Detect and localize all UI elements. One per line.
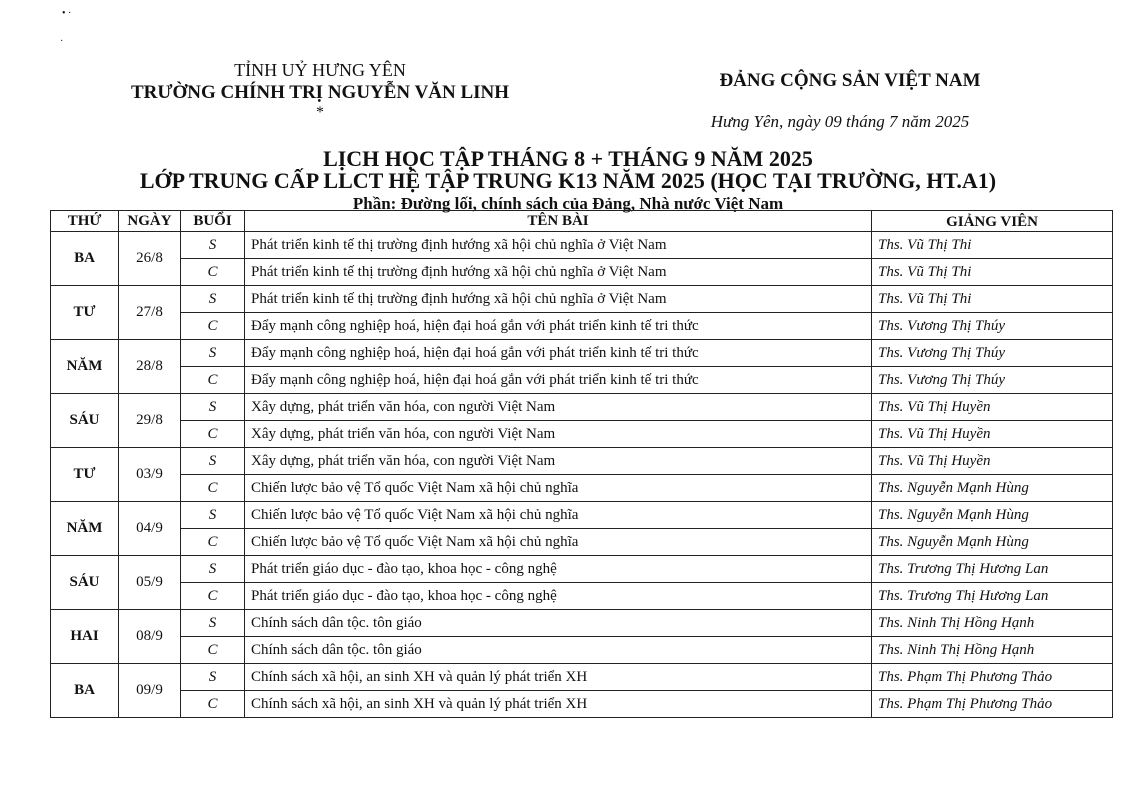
- cell-buoi: C: [181, 421, 245, 448]
- table-row: [51, 286, 1113, 313]
- cell-buoi: C: [181, 583, 245, 610]
- cell-ngay: 04/9: [119, 502, 181, 556]
- document-section: Phần: Đường lối, chính sách của Đảng, Nhà nước Việt Nam: [352, 194, 784, 213]
- scan-speck: ·: [60, 36, 64, 47]
- cell-thu: TƯ: [51, 448, 119, 502]
- cell-giang-vien: Ths. Vương Thị Thúy: [872, 340, 1113, 367]
- cell-ten-bai: Chiến lược bảo vệ Tổ quốc Việt Nam xã hội chủ nghĩa: [245, 529, 872, 556]
- issuer-province: TỈNH UỶ HƯNG YÊN: [234, 60, 406, 80]
- cell-thu: NĂM: [51, 502, 119, 556]
- cell-buoi: C: [181, 637, 245, 664]
- cell-giang-vien: Ths. Vũ Thị Huyền: [872, 394, 1113, 421]
- cell-thu: SÁU: [51, 556, 119, 610]
- cell-giang-vien: Ths. Nguyễn Mạnh Hùng: [872, 475, 1113, 502]
- cell-ten-bai: Xây dựng, phát triển văn hóa, con người Việt Nam: [245, 448, 872, 475]
- table-row: [51, 394, 1113, 421]
- header-ten-bai: TÊN BÀI: [245, 211, 872, 232]
- cell-ten-bai: Đẩy mạnh công nghiệp hoá, hiện đại hoá gắn với phát triển kinh tế tri thức: [245, 367, 872, 394]
- cell-giang-vien: Ths. Nguyễn Mạnh Hùng: [872, 529, 1113, 556]
- table-row: [51, 691, 1113, 718]
- table-row: [51, 502, 1113, 529]
- schedule-table: [50, 210, 1113, 718]
- cell-buoi: C: [181, 529, 245, 556]
- cell-buoi: S: [181, 448, 245, 475]
- table-row: [51, 556, 1113, 583]
- cell-ngay: 03/9: [119, 448, 181, 502]
- cell-ngay: 05/9: [119, 556, 181, 610]
- cell-buoi: S: [181, 286, 245, 313]
- cell-giang-vien: Ths. Phạm Thị Phương Thảo: [872, 691, 1113, 718]
- cell-thu: HAI: [51, 610, 119, 664]
- cell-giang-vien: Ths. Vương Thị Thúy: [872, 367, 1113, 394]
- table-row: [51, 421, 1113, 448]
- cell-ten-bai: Chính sách dân tộc. tôn giáo: [245, 610, 872, 637]
- cell-giang-vien: Ths. Vũ Thị Thi: [872, 286, 1113, 313]
- cell-thu: BA: [51, 232, 119, 286]
- issuer-school: TRƯỜNG CHÍNH TRỊ NGUYỄN VĂN LINH: [130, 82, 510, 103]
- cell-buoi: S: [181, 610, 245, 637]
- table-row: [51, 448, 1113, 475]
- cell-buoi: C: [181, 259, 245, 286]
- cell-ten-bai: Phát triển giáo dục - đào tạo, khoa học - công nghệ: [245, 556, 872, 583]
- cell-giang-vien: Ths. Vũ Thị Thi: [872, 259, 1113, 286]
- table-row: [51, 259, 1113, 286]
- cell-ten-bai: Chiến lược bảo vệ Tổ quốc Việt Nam xã hội chủ nghĩa: [245, 475, 872, 502]
- header-ngay: NGÀY: [119, 211, 181, 232]
- document-subtitle: LỚP TRUNG CẤP LLCT HỆ TẬP TRUNG K13 NĂM 2025 (HỌC TẠI TRƯỜNG, HT.A1): [139, 168, 997, 193]
- cell-thu: BA: [51, 664, 119, 718]
- scan-speck: • ·: [62, 8, 72, 19]
- header-buoi: BUỔI: [181, 211, 245, 232]
- cell-giang-vien: Ths. Trương Thị Hương Lan: [872, 583, 1113, 610]
- issuer-star: *: [316, 104, 324, 121]
- cell-buoi: C: [181, 691, 245, 718]
- cell-thu: NĂM: [51, 340, 119, 394]
- cell-ngay: 27/8: [119, 286, 181, 340]
- cell-buoi: C: [181, 475, 245, 502]
- table-row: [51, 232, 1113, 259]
- cell-buoi: S: [181, 502, 245, 529]
- cell-ten-bai: Phát triển kinh tế thị trường định hướng xã hội chủ nghĩa ở Việt Nam: [245, 232, 872, 259]
- table-row: [51, 367, 1113, 394]
- cell-buoi: S: [181, 340, 245, 367]
- table-row: [51, 664, 1113, 691]
- cell-ngay: 26/8: [119, 232, 181, 286]
- cell-buoi: S: [181, 556, 245, 583]
- cell-ngay: 29/8: [119, 394, 181, 448]
- cell-ten-bai: Phát triển kinh tế thị trường định hướng xã hội chủ nghĩa ở Việt Nam: [245, 286, 872, 313]
- cell-thu: SÁU: [51, 394, 119, 448]
- header-thu: THỨ: [51, 211, 119, 232]
- cell-thu: TƯ: [51, 286, 119, 340]
- cell-ten-bai: Xây dựng, phát triển văn hóa, con người Việt Nam: [245, 421, 872, 448]
- table-row: [51, 529, 1113, 556]
- cell-ten-bai: Phát triển kinh tế thị trường định hướng xã hội chủ nghĩa ở Việt Nam: [245, 259, 872, 286]
- cell-ten-bai: Xây dựng, phát triển văn hóa, con người Việt Nam: [245, 394, 872, 421]
- cell-buoi: S: [181, 394, 245, 421]
- cell-ten-bai: Chính sách dân tộc. tôn giáo: [245, 637, 872, 664]
- cell-giang-vien: Ths. Ninh Thị Hồng Hạnh: [872, 610, 1113, 637]
- document-date: Hưng Yên, ngày 09 tháng 7 năm 2025: [710, 112, 970, 131]
- table-row: [51, 610, 1113, 637]
- cell-giang-vien: Ths. Ninh Thị Hồng Hạnh: [872, 637, 1113, 664]
- table-body: [51, 232, 1113, 718]
- table-header-row: [51, 211, 1113, 232]
- cell-ngay: 28/8: [119, 340, 181, 394]
- table-row: [51, 637, 1113, 664]
- cell-buoi: C: [181, 313, 245, 340]
- cell-giang-vien: Ths. Trương Thị Hương Lan: [872, 556, 1113, 583]
- cell-giang-vien: Ths. Nguyễn Mạnh Hùng: [872, 502, 1113, 529]
- table-row: [51, 475, 1113, 502]
- cell-ten-bai: Đẩy mạnh công nghiệp hoá, hiện đại hoá gắn với phát triển kinh tế tri thức: [245, 313, 872, 340]
- table-row: [51, 340, 1113, 367]
- cell-giang-vien: Ths. Vũ Thị Thi: [872, 232, 1113, 259]
- cell-ngay: 08/9: [119, 610, 181, 664]
- cell-ten-bai: Phát triển giáo dục - đào tạo, khoa học - công nghệ: [245, 583, 872, 610]
- cell-giang-vien: Ths. Phạm Thị Phương Thảo: [872, 664, 1113, 691]
- cell-buoi: S: [181, 232, 245, 259]
- cell-giang-vien: Ths. Vương Thị Thúy: [872, 313, 1113, 340]
- document-title: LỊCH HỌC TẬP THÁNG 8 + THÁNG 9 NĂM 2025: [323, 146, 813, 171]
- cell-giang-vien: Ths. Vũ Thị Huyền: [872, 421, 1113, 448]
- cell-ten-bai: Chiến lược bảo vệ Tổ quốc Việt Nam xã hội chủ nghĩa: [245, 502, 872, 529]
- cell-ten-bai: Chính sách xã hội, an sinh XH và quản lý phát triển XH: [245, 691, 872, 718]
- cell-ngay: 09/9: [119, 664, 181, 718]
- table-row: [51, 313, 1113, 340]
- cell-ten-bai: Đẩy mạnh công nghiệp hoá, hiện đại hoá gắn với phát triển kinh tế tri thức: [245, 340, 872, 367]
- cell-giang-vien: Ths. Vũ Thị Huyền: [872, 448, 1113, 475]
- cell-buoi: C: [181, 367, 245, 394]
- cell-buoi: S: [181, 664, 245, 691]
- cell-ten-bai: Chính sách xã hội, an sinh XH và quản lý phát triển XH: [245, 664, 872, 691]
- party-name: ĐẢNG CỘNG SẢN VIỆT NAM: [719, 70, 981, 91]
- header-giang-vien: GIẢNG VIÊN: [872, 211, 1113, 232]
- table-row: [51, 583, 1113, 610]
